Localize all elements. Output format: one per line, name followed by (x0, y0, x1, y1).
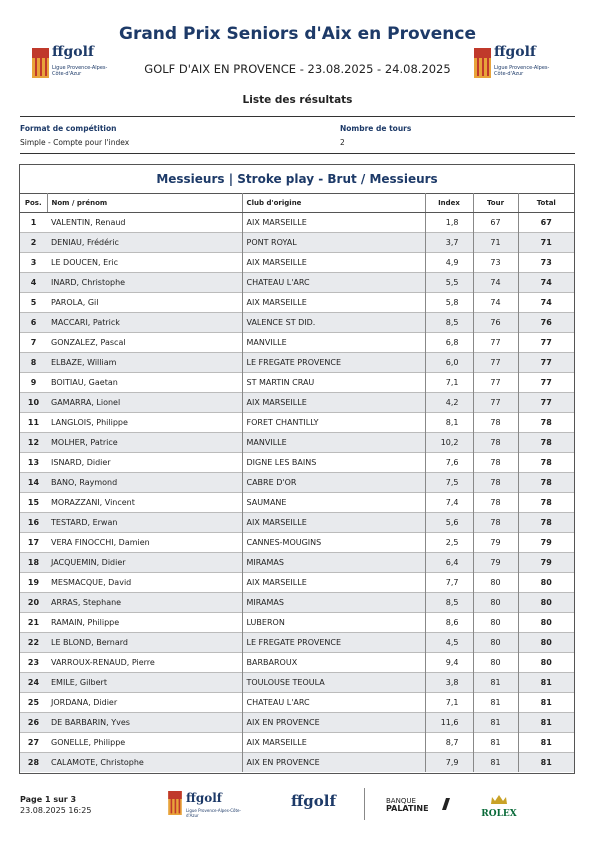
cell-index: 9,4 (425, 653, 473, 673)
cell-pos: 26 (20, 713, 47, 733)
cell-index: 8,5 (425, 593, 473, 613)
cell-round: 81 (473, 673, 518, 693)
cell-index: 4,2 (425, 393, 473, 413)
cell-total: 78 (518, 433, 574, 453)
table-row (20, 713, 574, 733)
cell-pos: 13 (20, 453, 47, 473)
cell-pos: 24 (20, 673, 47, 693)
cell-club: AIX MARSEILLE (242, 293, 425, 313)
ffgolf-league-caption: Ligue Provence-Alpes-Côte-d'Azur (52, 65, 108, 77)
cell-total: 79 (518, 553, 574, 573)
cell-round: 77 (473, 333, 518, 353)
cell-index: 5,8 (425, 293, 473, 313)
table-row (20, 513, 574, 533)
cell-name: VALENTIN, Renaud (47, 213, 242, 233)
cell-total: 77 (518, 333, 574, 353)
document-title: Liste des résultats (242, 94, 353, 106)
cell-pos: 17 (20, 533, 47, 553)
cell-club: MANVILLE (242, 433, 425, 453)
cell-index: 7,1 (425, 693, 473, 713)
ffgolf-footer-logo: ffgolf (291, 792, 336, 810)
cell-club: AIX MARSEILLE (242, 253, 425, 273)
table-row (20, 373, 574, 393)
cell-name: GONELLE, Philippe (47, 733, 242, 753)
cell-club: PONT ROYAL (242, 233, 425, 253)
cell-club: BARBAROUX (242, 653, 425, 673)
cell-pos: 5 (20, 293, 47, 313)
results-table (20, 193, 574, 772)
cell-club: CANNES-MOUGINS (242, 533, 425, 553)
cell-round: 80 (473, 653, 518, 673)
cell-round: 74 (473, 273, 518, 293)
cell-club: CHATEAU L'ARC (242, 693, 425, 713)
cell-pos: 14 (20, 473, 47, 493)
cell-total: 81 (518, 753, 574, 773)
cell-name: MOLHER, Patrice (47, 433, 242, 453)
print-datetime: 23.08.2025 16:25 (20, 806, 92, 815)
cell-club: ST MARTIN CRAU (242, 373, 425, 393)
cell-total: 67 (518, 213, 574, 233)
cell-round: 81 (473, 713, 518, 733)
cell-name: LANGLOIS, Philippe (47, 413, 242, 433)
cell-name: VARROUX-RENAUD, Pierre (47, 653, 242, 673)
cell-pos: 20 (20, 593, 47, 613)
cell-club: LE FREGATE PROVENCE (242, 353, 425, 373)
cell-round: 78 (473, 433, 518, 453)
cell-total: 76 (518, 313, 574, 333)
table-row (20, 273, 574, 293)
cell-index: 11,6 (425, 713, 473, 733)
cell-index: 2,5 (425, 533, 473, 553)
cell-pos: 23 (20, 653, 47, 673)
cell-total: 78 (518, 453, 574, 473)
cell-name: RAMAIN, Philippe (47, 613, 242, 633)
cell-name: MACCARI, Patrick (47, 313, 242, 333)
event-subtitle: GOLF D'AIX EN PROVENCE - 23.08.2025 - 24.08.2025 (144, 62, 451, 76)
cell-name: GAMARRA, Lionel (47, 393, 242, 413)
cell-round: 79 (473, 533, 518, 553)
cell-index: 8,7 (425, 733, 473, 753)
cell-round: 77 (473, 373, 518, 393)
cell-club: SAUMANE (242, 493, 425, 513)
col-header-pos: Pos. (20, 193, 47, 213)
table-row (20, 233, 574, 253)
cell-name: DENIAU, Frédéric (47, 233, 242, 253)
cell-pos: 28 (20, 753, 47, 773)
cell-index: 7,4 (425, 493, 473, 513)
cell-pos: 11 (20, 413, 47, 433)
cell-total: 78 (518, 493, 574, 513)
cell-club: VALENCE ST DID. (242, 313, 425, 333)
cell-total: 77 (518, 353, 574, 373)
cell-club: CABRE D'OR (242, 473, 425, 493)
cell-index: 8,1 (425, 413, 473, 433)
cell-pos: 18 (20, 553, 47, 573)
ffgolf-league-caption: Ligue Provence-Alpes-Côte-d'Azur (494, 65, 550, 77)
cell-club: AIX MARSEILLE (242, 573, 425, 593)
cell-name: LE DOUCEN, Eric (47, 253, 242, 273)
cell-pos: 9 (20, 373, 47, 393)
ffgolf-wordmark: ffgolf (494, 44, 536, 60)
cell-club: FORET CHANTILLY (242, 413, 425, 433)
cell-club: AIX EN PROVENCE (242, 753, 425, 773)
cell-total: 74 (518, 273, 574, 293)
cell-pos: 7 (20, 333, 47, 353)
table-row (20, 293, 574, 313)
cell-round: 78 (473, 473, 518, 493)
cell-name: INARD, Christophe (47, 273, 242, 293)
table-row (20, 313, 574, 333)
table-row (20, 693, 574, 713)
cell-round: 73 (473, 253, 518, 273)
divider (20, 153, 575, 154)
sponsor-line: PALATINE (386, 804, 429, 813)
cell-round: 78 (473, 513, 518, 533)
table-row (20, 433, 574, 453)
cell-total: 80 (518, 593, 574, 613)
cell-pos: 16 (20, 513, 47, 533)
table-row (20, 333, 574, 353)
cell-name: BANO, Raymond (47, 473, 242, 493)
cell-total: 78 (518, 513, 574, 533)
cell-index: 5,5 (425, 273, 473, 293)
cell-club: TOULOUSE TEOULA (242, 673, 425, 693)
cell-total: 71 (518, 233, 574, 253)
cell-round: 77 (473, 393, 518, 413)
footer-divider (364, 788, 365, 820)
format-label: Format de compétition (20, 124, 117, 133)
cell-round: 77 (473, 353, 518, 373)
page-indicator: Page 1 sur 3 (20, 795, 77, 804)
rolex-wordmark: ROLEX (481, 809, 517, 819)
cell-name: ARRAS, Stephane (47, 593, 242, 613)
col-header-total: Total (518, 193, 574, 213)
cell-club: AIX MARSEILLE (242, 733, 425, 753)
cell-name: EMILE, Gilbert (47, 673, 242, 693)
table-row (20, 593, 574, 613)
cell-pos: 2 (20, 233, 47, 253)
table-row (20, 353, 574, 373)
rounds-value: 2 (340, 138, 345, 147)
cell-club: LE FREGATE PROVENCE (242, 633, 425, 653)
ffgolf-wordmark: ffgolf (52, 44, 94, 60)
divider (20, 116, 575, 117)
cell-total: 81 (518, 733, 574, 753)
cell-index: 4,9 (425, 253, 473, 273)
col-header-name: Nom / prénom (47, 193, 242, 213)
cell-index: 6,0 (425, 353, 473, 373)
cell-pos: 12 (20, 433, 47, 453)
cell-pos: 22 (20, 633, 47, 653)
cell-index: 6,4 (425, 553, 473, 573)
cell-club: MANVILLE (242, 333, 425, 353)
cell-pos: 8 (20, 353, 47, 373)
cell-pos: 6 (20, 313, 47, 333)
table-row (20, 393, 574, 413)
ffgolf-wordmark: ffgolf (186, 791, 222, 805)
cell-name: MORAZZANI, Vincent (47, 493, 242, 513)
cell-total: 80 (518, 633, 574, 653)
banque-palatine-logo (386, 797, 429, 813)
results-title: Messieurs | Stroke play - Brut / Messieurs (20, 165, 574, 194)
cell-club: DIGNE LES BAINS (242, 453, 425, 473)
cell-round: 78 (473, 453, 518, 473)
cell-index: 6,8 (425, 333, 473, 353)
cell-index: 7,9 (425, 753, 473, 773)
cell-total: 81 (518, 673, 574, 693)
cell-round: 80 (473, 633, 518, 653)
table-row (20, 253, 574, 273)
col-header-round: Tour (473, 193, 518, 213)
cell-name: BOITIAU, Gaetan (47, 373, 242, 393)
cell-pos: 15 (20, 493, 47, 513)
cell-index: 8,6 (425, 613, 473, 633)
provence-shield-icon (168, 791, 182, 815)
cell-total: 81 (518, 693, 574, 713)
cell-pos: 4 (20, 273, 47, 293)
cell-name: TESTARD, Erwan (47, 513, 242, 533)
cell-club: AIX MARSEILLE (242, 513, 425, 533)
table-row (20, 213, 574, 233)
rounds-label: Nombre de tours (340, 124, 412, 133)
cell-total: 77 (518, 373, 574, 393)
cell-round: 80 (473, 593, 518, 613)
cell-index: 1,8 (425, 213, 473, 233)
table-row (20, 533, 574, 553)
cell-name: ELBAZE, William (47, 353, 242, 373)
table-row (20, 493, 574, 513)
cell-round: 80 (473, 573, 518, 593)
cell-club: AIX MARSEILLE (242, 393, 425, 413)
cell-round: 81 (473, 753, 518, 773)
cell-round: 79 (473, 553, 518, 573)
cell-index: 3,8 (425, 673, 473, 693)
results-body (20, 213, 574, 773)
cell-round: 78 (473, 493, 518, 513)
cell-pos: 25 (20, 693, 47, 713)
rolex-logo (479, 790, 519, 819)
cell-club: CHATEAU L'ARC (242, 273, 425, 293)
cell-pos: 10 (20, 393, 47, 413)
cell-name: VERA FINOCCHI, Damien (47, 533, 242, 553)
results-panel (19, 164, 575, 774)
cell-name: DE BARBARIN, Yves (47, 713, 242, 733)
cell-total: 80 (518, 613, 574, 633)
cell-index: 7,5 (425, 473, 473, 493)
col-header-index: Index (425, 193, 473, 213)
table-row (20, 633, 574, 653)
cell-index: 7,6 (425, 453, 473, 473)
cell-name: CALAMOTE, Christophe (47, 753, 242, 773)
cell-index: 7,7 (425, 573, 473, 593)
col-header-club: Club d'origine (242, 193, 425, 213)
cell-index: 7,1 (425, 373, 473, 393)
table-row (20, 573, 574, 593)
palatine-mark-icon (440, 797, 452, 811)
crown-icon (490, 794, 508, 805)
cell-name: JACQUEMIN, Didier (47, 553, 242, 573)
cell-pos: 21 (20, 613, 47, 633)
cell-index: 8,5 (425, 313, 473, 333)
ffgolf-league-caption: Ligue Provence-Alpes-Côte-d'Azur (186, 808, 241, 818)
cell-round: 76 (473, 313, 518, 333)
cell-name: LE BLOND, Bernard (47, 633, 242, 653)
cell-total: 78 (518, 413, 574, 433)
cell-club: MIRAMAS (242, 553, 425, 573)
cell-total: 74 (518, 293, 574, 313)
cell-pos: 1 (20, 213, 47, 233)
table-row (20, 673, 574, 693)
format-value: Simple - Compte pour l'index (20, 138, 130, 147)
cell-name: MESMACQUE, David (47, 573, 242, 593)
cell-total: 78 (518, 473, 574, 493)
table-row (20, 453, 574, 473)
cell-round: 80 (473, 613, 518, 633)
table-row (20, 733, 574, 753)
cell-name: JORDANA, Didier (47, 693, 242, 713)
cell-pos: 27 (20, 733, 47, 753)
cell-index: 10,2 (425, 433, 473, 453)
table-row (20, 413, 574, 433)
cell-index: 5,6 (425, 513, 473, 533)
cell-round: 74 (473, 293, 518, 313)
table-header-row (20, 193, 574, 213)
sponsor-line: BANQUE (386, 797, 416, 805)
cell-round: 81 (473, 693, 518, 713)
cell-round: 67 (473, 213, 518, 233)
cell-name: ISNARD, Didier (47, 453, 242, 473)
cell-club: MIRAMAS (242, 593, 425, 613)
table-row (20, 473, 574, 493)
table-row (20, 753, 574, 773)
cell-total: 73 (518, 253, 574, 273)
cell-index: 3,7 (425, 233, 473, 253)
table-row (20, 653, 574, 673)
cell-total: 81 (518, 713, 574, 733)
cell-round: 71 (473, 233, 518, 253)
cell-index: 4,5 (425, 633, 473, 653)
cell-club: AIX EN PROVENCE (242, 713, 425, 733)
cell-total: 80 (518, 573, 574, 593)
cell-pos: 19 (20, 573, 47, 593)
ffgolf-league-logo-footer (168, 791, 241, 835)
cell-name: PAROLA, Gil (47, 293, 242, 313)
cell-name: GONZALEZ, Pascal (47, 333, 242, 353)
cell-pos: 3 (20, 253, 47, 273)
cell-club: LUBERON (242, 613, 425, 633)
page-title: Grand Prix Seniors d'Aix en Provence (119, 24, 476, 44)
table-row (20, 613, 574, 633)
cell-total: 77 (518, 393, 574, 413)
cell-round: 81 (473, 733, 518, 753)
cell-round: 78 (473, 413, 518, 433)
cell-club: AIX MARSEILLE (242, 213, 425, 233)
cell-total: 80 (518, 653, 574, 673)
cell-total: 79 (518, 533, 574, 553)
table-row (20, 553, 574, 573)
